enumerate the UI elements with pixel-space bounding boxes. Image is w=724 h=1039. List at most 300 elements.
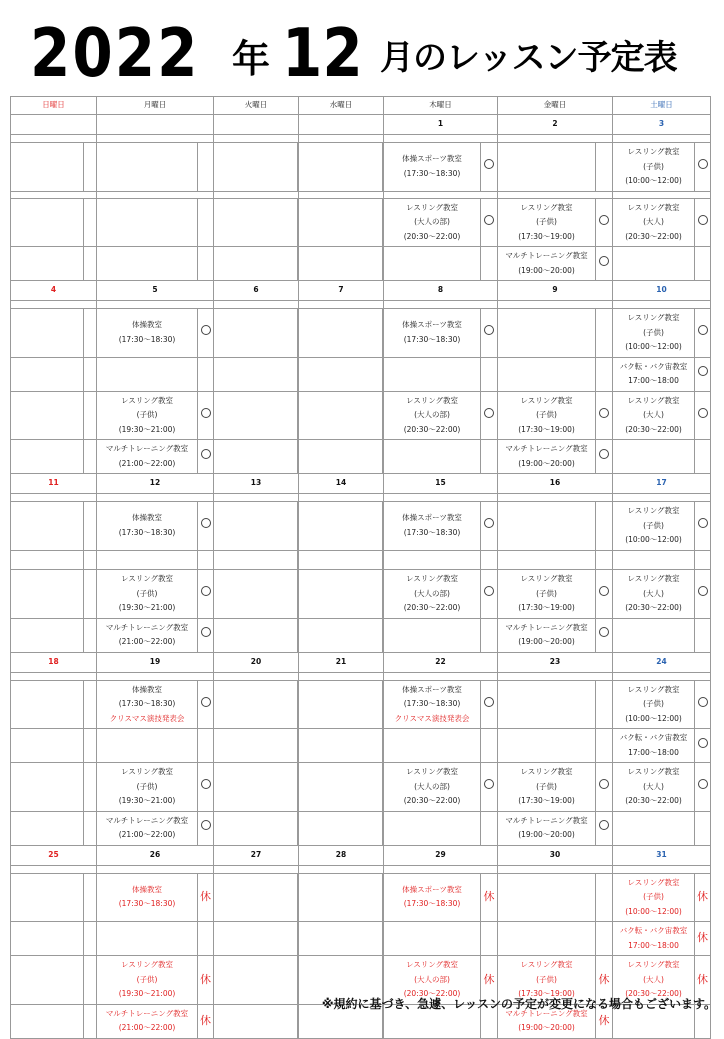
empty-slot <box>299 811 383 845</box>
lesson-entry <box>498 618 596 652</box>
mark-cell <box>695 811 711 845</box>
empty-slot <box>299 391 383 440</box>
empty-slot <box>384 811 481 845</box>
lesson-detail: (10:00～12:00) <box>625 906 682 916</box>
empty-slot <box>299 922 383 956</box>
open-circle-icon <box>481 680 498 729</box>
empty-slot <box>11 922 84 956</box>
lesson-entry <box>498 198 596 247</box>
empty-slot <box>214 922 298 956</box>
date-cell: 2 <box>498 115 613 135</box>
empty-slot <box>384 618 481 652</box>
lesson-detail: (17:30～18:30) <box>403 527 461 537</box>
empty-slot <box>384 357 481 391</box>
lesson-detail: (大人の部) <box>414 410 450 419</box>
lesson-detail: (17:30～18:30) <box>403 699 461 708</box>
lesson-detail: (大人の部) <box>414 781 450 791</box>
lesson-name: 体操スポーツ教室 <box>402 513 462 523</box>
mark-cell <box>596 143 613 192</box>
empty-slot <box>11 309 84 358</box>
open-circle-icon <box>198 763 214 812</box>
date-cell: 22 <box>384 652 498 672</box>
lesson-name: レスリング教室 <box>627 395 680 405</box>
empty-slot <box>97 922 198 956</box>
circle-icon <box>698 738 708 748</box>
circle-icon <box>201 779 211 789</box>
open-circle-icon <box>198 570 214 619</box>
lesson-entry <box>613 309 695 358</box>
empty-slot <box>11 198 84 247</box>
lesson-detail: クリスマス演技発表会 <box>109 713 185 723</box>
lesson-detail: (19:30～21:00) <box>118 424 176 434</box>
lesson-name: レスリング教室 <box>520 202 573 212</box>
lesson-name: マルチトレーニング教室 <box>505 1008 588 1018</box>
closed-mark: 休 <box>198 1004 214 1038</box>
open-circle-icon <box>695 309 711 358</box>
lesson-detail: (21:00～22:00) <box>118 637 176 646</box>
lesson-entry <box>97 618 198 652</box>
mark-cell <box>596 680 613 729</box>
empty-slot <box>11 618 84 652</box>
lesson-detail: (19:00～20:00) <box>518 830 575 839</box>
date-cell: 17 <box>613 474 711 494</box>
lesson-name: マルチトレーニング教室 <box>505 622 588 632</box>
spacer-cell <box>498 865 613 873</box>
lesson-detail: (大人の部) <box>414 588 450 598</box>
empty-slot <box>384 440 481 474</box>
spacer-cell <box>613 191 711 198</box>
empty-slot <box>498 550 596 570</box>
spacer-cell <box>97 301 214 309</box>
date-cell: 8 <box>384 281 498 301</box>
mark-cell <box>481 440 498 474</box>
closed-mark: 休 <box>695 873 711 922</box>
empty-slot <box>384 729 481 763</box>
empty-slot <box>613 550 695 570</box>
circle-icon <box>484 408 494 418</box>
mark-cell <box>481 550 498 570</box>
date-cell: 16 <box>498 474 613 494</box>
spacer-cell <box>384 191 498 198</box>
mark-cell <box>84 391 97 440</box>
date-cell: 26 <box>97 845 214 865</box>
lesson-detail: (20:30～22:00) <box>403 424 461 434</box>
open-circle-icon <box>198 680 214 729</box>
spacer-cell <box>214 191 299 198</box>
open-circle-icon <box>596 247 613 281</box>
lesson-entry <box>613 680 695 729</box>
date-cell <box>11 115 97 135</box>
lesson-detail: (子供) <box>536 217 557 226</box>
closed-mark: 休 <box>695 922 711 956</box>
empty-slot <box>299 143 383 192</box>
spacer-cell <box>613 494 711 502</box>
empty-slot <box>384 247 481 281</box>
empty-slot <box>97 247 198 281</box>
spacer-cell <box>384 301 498 309</box>
lesson-detail: (20:30～22:00) <box>403 796 461 805</box>
mark-cell <box>84 618 97 652</box>
date-cell <box>214 115 299 135</box>
empty-slot <box>214 873 298 922</box>
lesson-detail: (10:00～12:00) <box>625 713 682 723</box>
lesson-name: 体操教室 <box>132 513 162 523</box>
empty-slot <box>11 680 84 729</box>
lesson-name: レスリング教室 <box>520 767 573 776</box>
lesson-detail: (20:30～22:00) <box>403 989 461 998</box>
empty-slot <box>214 550 298 570</box>
mark-cell <box>198 922 214 956</box>
mark-cell <box>695 440 711 474</box>
lesson-entry <box>97 440 198 474</box>
date-cell: 28 <box>299 845 384 865</box>
mark-cell <box>596 729 613 763</box>
lesson-detail: (17:30～19:00) <box>518 796 575 805</box>
lesson-detail: (19:00～20:00) <box>518 265 575 275</box>
spacer-cell <box>498 301 613 309</box>
spacer-cell <box>97 135 214 143</box>
open-circle-icon <box>481 502 498 551</box>
date-cell: 13 <box>214 474 299 494</box>
lesson-name: マルチトレーニング教室 <box>105 1008 189 1018</box>
closed-mark: 休 <box>596 1004 613 1038</box>
open-circle-icon <box>596 198 613 247</box>
circle-icon <box>201 449 211 459</box>
open-circle-icon <box>198 502 214 551</box>
lesson-detail: (子供) <box>536 974 557 984</box>
lesson-detail: (大人) <box>643 974 664 984</box>
empty-slot <box>214 956 298 1005</box>
mark-cell <box>596 502 613 551</box>
lesson-name: レスリング教室 <box>120 395 174 405</box>
title-text: 月のレッスン予定表 <box>380 38 677 78</box>
empty-slot <box>214 440 298 474</box>
mark-cell <box>84 873 97 922</box>
mark-cell <box>481 729 498 763</box>
mark-cell <box>198 357 214 391</box>
lesson-calendar <box>10 96 711 1039</box>
empty-slot <box>214 391 298 440</box>
lesson-entry <box>97 873 198 922</box>
lesson-detail: 17:00～18:00 <box>628 940 679 950</box>
open-circle-icon <box>596 391 613 440</box>
empty-slot <box>498 680 596 729</box>
lesson-entry <box>498 570 596 619</box>
lesson-detail: (大人) <box>643 588 664 598</box>
lesson-name: レスリング教室 <box>627 767 680 776</box>
weekday-header: 日曜日 <box>11 97 97 115</box>
date-cell: 11 <box>11 474 97 494</box>
empty-slot <box>11 247 84 281</box>
date-cell: 31 <box>613 845 711 865</box>
mark-cell <box>695 247 711 281</box>
empty-slot <box>11 440 84 474</box>
spacer-cell <box>214 301 299 309</box>
spacer-cell <box>11 494 97 502</box>
empty-slot <box>214 763 298 812</box>
open-circle-icon <box>695 570 711 619</box>
circle-icon <box>599 586 609 596</box>
lesson-detail: (子供) <box>136 781 158 791</box>
lesson-entry <box>613 922 695 956</box>
lesson-detail: (17:30～18:30) <box>118 699 176 708</box>
empty-slot <box>299 873 383 922</box>
date-cell: 14 <box>299 474 384 494</box>
lesson-name: レスリング教室 <box>405 767 459 776</box>
circle-icon <box>201 627 211 637</box>
mark-cell <box>596 357 613 391</box>
lesson-name: マルチトレーニング教室 <box>105 444 189 453</box>
mark-cell <box>84 502 97 551</box>
lesson-detail: (大人) <box>643 410 664 419</box>
spacer-cell <box>498 672 613 680</box>
empty-slot <box>613 440 695 474</box>
lesson-detail: (19:00～20:00) <box>518 637 575 646</box>
lesson-entry <box>613 357 695 391</box>
lesson-entry <box>97 570 198 619</box>
mark-cell <box>84 247 97 281</box>
date-cell <box>97 115 214 135</box>
lesson-detail: (子供) <box>536 410 557 419</box>
lesson-entry <box>613 143 695 192</box>
lesson-name: 体操スポーツ教室 <box>402 320 462 330</box>
empty-slot <box>11 873 84 922</box>
mark-cell <box>481 811 498 845</box>
spacer-cell <box>299 672 384 680</box>
mark-cell <box>481 618 498 652</box>
empty-slot <box>299 680 383 729</box>
lesson-name: レスリング教室 <box>405 960 459 969</box>
lesson-name: バク転・バク宙教室 <box>619 361 688 371</box>
circle-icon <box>599 256 609 266</box>
open-circle-icon <box>596 763 613 812</box>
lesson-entry <box>97 1004 198 1038</box>
spacer-cell <box>613 301 711 309</box>
spacer-cell <box>384 672 498 680</box>
open-circle-icon <box>198 440 214 474</box>
lesson-name: レスリング教室 <box>405 574 459 583</box>
lesson-name: レスリング教室 <box>405 202 459 212</box>
lesson-name: 体操教室 <box>132 884 162 894</box>
circle-icon <box>484 697 494 707</box>
empty-slot <box>299 357 383 391</box>
lesson-detail: (10:00～12:00) <box>625 176 682 185</box>
mark-cell <box>84 729 97 763</box>
empty-slot <box>299 550 383 570</box>
open-circle-icon <box>596 618 613 652</box>
open-circle-icon <box>695 391 711 440</box>
date-cell: 15 <box>384 474 498 494</box>
lesson-entry <box>384 309 481 358</box>
lesson-entry <box>384 143 481 192</box>
circle-icon <box>599 820 609 830</box>
lesson-detail: (子供) <box>643 327 664 337</box>
spacer-cell <box>299 494 384 502</box>
circle-icon <box>201 586 211 596</box>
lesson-detail: (子供) <box>136 410 158 419</box>
lesson-name: 体操スポーツ教室 <box>402 884 462 894</box>
lesson-entry <box>384 873 481 922</box>
spacer-cell <box>384 135 498 143</box>
empty-slot <box>299 198 383 247</box>
lesson-detail: (20:30～22:00) <box>625 424 682 434</box>
spacer-cell <box>214 494 299 502</box>
empty-slot <box>97 357 198 391</box>
lesson-name: レスリング教室 <box>627 313 680 322</box>
lesson-name: レスリング教室 <box>520 960 573 969</box>
lesson-entry <box>498 811 596 845</box>
lesson-entry <box>384 680 481 729</box>
open-circle-icon <box>198 618 214 652</box>
open-circle-icon <box>596 570 613 619</box>
empty-slot <box>299 440 383 474</box>
lesson-detail: (子供) <box>136 974 158 984</box>
lesson-detail: (大人) <box>643 217 664 226</box>
mark-cell <box>84 956 97 1005</box>
lesson-detail: (17:30～18:30) <box>118 334 176 344</box>
date-cell: 6 <box>214 281 299 301</box>
empty-slot <box>299 763 383 812</box>
lesson-entry <box>97 502 198 551</box>
spacer-cell <box>613 135 711 143</box>
mark-cell <box>84 763 97 812</box>
lesson-name: レスリング教室 <box>627 202 680 212</box>
lesson-entry <box>613 729 695 763</box>
spacer-cell <box>613 672 711 680</box>
empty-slot <box>384 550 481 570</box>
lesson-detail: (20:30～22:00) <box>625 989 682 998</box>
mark-cell <box>84 1004 97 1038</box>
closed-mark: 休 <box>481 873 498 922</box>
empty-slot <box>498 143 596 192</box>
empty-slot <box>214 729 298 763</box>
mark-cell <box>198 143 214 192</box>
empty-slot <box>214 811 298 845</box>
date-cell: 9 <box>498 281 613 301</box>
spacer-cell <box>11 191 97 198</box>
empty-slot <box>384 922 481 956</box>
spacer-cell <box>498 191 613 198</box>
spacer-cell <box>97 494 214 502</box>
empty-slot <box>299 309 383 358</box>
lesson-detail: (17:30～18:30) <box>403 899 461 909</box>
spacer-cell <box>299 865 384 873</box>
mark-cell <box>596 550 613 570</box>
date-cell: 12 <box>97 474 214 494</box>
spacer-cell <box>97 672 214 680</box>
lesson-name: 体操教室 <box>132 320 162 330</box>
lesson-name: マルチトレーニング教室 <box>105 622 189 632</box>
date-cell: 18 <box>11 652 97 672</box>
open-circle-icon <box>481 763 498 812</box>
spacer-cell <box>11 865 97 873</box>
open-circle-icon <box>695 502 711 551</box>
lesson-entry <box>97 763 198 812</box>
lesson-detail: (20:30～22:00) <box>403 603 461 612</box>
empty-slot <box>214 198 298 247</box>
mark-cell <box>481 922 498 956</box>
empty-slot <box>97 143 198 192</box>
circle-icon <box>698 586 708 596</box>
date-cell: 19 <box>97 652 214 672</box>
lesson-detail: クリスマス演技発表会 <box>394 713 470 723</box>
lesson-name: レスリング教室 <box>120 767 174 776</box>
circle-icon <box>599 408 609 418</box>
empty-slot <box>613 247 695 281</box>
footer-note: ※規約に基づき、急遽、レッスンの予定が変更になる場合もございます。 <box>321 997 716 1011</box>
circle-icon <box>698 366 708 376</box>
empty-slot <box>498 357 596 391</box>
circle-icon <box>599 779 609 789</box>
circle-icon <box>698 408 708 418</box>
mark-cell <box>84 570 97 619</box>
date-cell: 10 <box>613 281 711 301</box>
lesson-entry <box>613 391 695 440</box>
lesson-name: マルチトレーニング教室 <box>105 815 189 825</box>
lesson-entry <box>613 198 695 247</box>
lesson-name: レスリング教室 <box>405 395 459 405</box>
closed-mark: 休 <box>198 956 214 1005</box>
mark-cell <box>84 309 97 358</box>
spacer-cell <box>11 135 97 143</box>
lesson-name: バク転・バク宙教室 <box>619 733 688 742</box>
date-cell: 1 <box>384 115 498 135</box>
spacer-cell <box>498 135 613 143</box>
open-circle-icon <box>481 198 498 247</box>
page-title <box>0 14 724 92</box>
title-year-suffix: 年 <box>232 37 271 81</box>
spacer-cell <box>97 865 214 873</box>
date-cell: 4 <box>11 281 97 301</box>
empty-slot <box>299 570 383 619</box>
lesson-detail: (20:30～22:00) <box>403 231 461 241</box>
empty-slot <box>498 729 596 763</box>
lesson-detail: (子供) <box>536 588 557 598</box>
lesson-entry <box>498 440 596 474</box>
empty-slot <box>214 143 298 192</box>
lesson-name: レスリング教室 <box>627 506 680 515</box>
lesson-entry <box>97 680 198 729</box>
lesson-entry <box>613 763 695 812</box>
lesson-entry <box>498 247 596 281</box>
empty-slot <box>11 763 84 812</box>
closed-mark: 休 <box>481 956 498 1005</box>
weekday-header: 月曜日 <box>97 97 214 115</box>
open-circle-icon <box>481 391 498 440</box>
mark-cell <box>84 922 97 956</box>
closed-mark: 休 <box>596 956 613 1005</box>
open-circle-icon <box>695 680 711 729</box>
lesson-name: レスリング教室 <box>627 960 680 969</box>
lesson-detail: (17:30～18:30) <box>118 527 176 537</box>
lesson-name: レスリング教室 <box>520 574 573 583</box>
empty-slot <box>97 198 198 247</box>
lesson-detail: (19:00～20:00) <box>518 458 575 468</box>
spacer-cell <box>97 191 214 198</box>
lesson-name: 体操スポーツ教室 <box>402 154 462 164</box>
lesson-detail: (子供) <box>643 520 664 530</box>
circle-icon <box>484 779 494 789</box>
spacer-cell <box>384 865 498 873</box>
weekday-header: 金曜日 <box>498 97 613 115</box>
mark-cell <box>596 922 613 956</box>
lesson-detail: (子供) <box>136 588 158 598</box>
empty-slot <box>214 1004 298 1038</box>
mark-cell <box>198 729 214 763</box>
open-circle-icon <box>695 198 711 247</box>
lesson-entry <box>384 502 481 551</box>
mark-cell <box>198 550 214 570</box>
